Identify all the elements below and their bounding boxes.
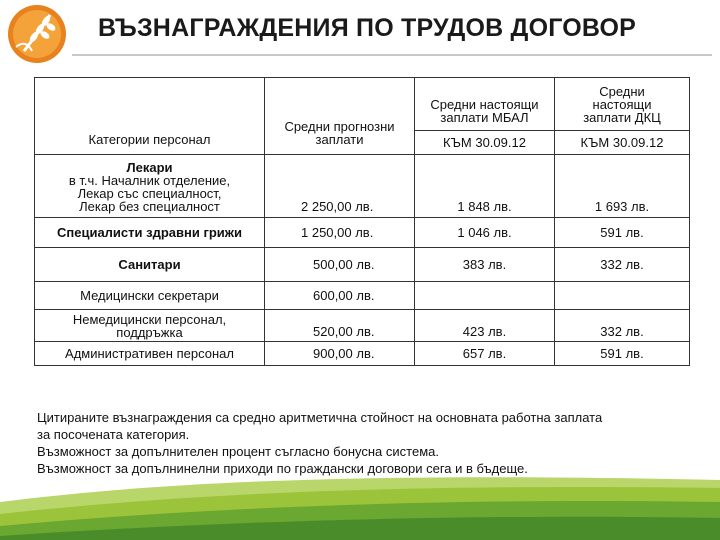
table-row bbox=[35, 248, 690, 282]
table-row bbox=[35, 155, 690, 218]
header-mbal: Средни настоящи заплати МБАЛ bbox=[415, 78, 555, 131]
table-row bbox=[35, 342, 690, 366]
header-mbal-date: КЪМ 30.09.12 bbox=[415, 131, 555, 155]
row-forecast: 1 250,00 лв. bbox=[265, 218, 415, 248]
row-dkc: 591 лв. bbox=[555, 342, 690, 366]
row-dkc bbox=[555, 282, 690, 310]
row-mbal: 1 046 лв. bbox=[415, 218, 555, 248]
page-title: ВЪЗНАГРАЖДЕНИЯ ПО ТРУДОВ ДОГОВОР bbox=[98, 14, 637, 42]
table-row bbox=[35, 282, 690, 310]
table-row bbox=[35, 310, 690, 342]
header-dkc: Средни настоящи заплати ДКЦ bbox=[555, 78, 690, 131]
title-divider bbox=[72, 54, 712, 56]
row-mbal bbox=[415, 282, 555, 310]
row-forecast: 600,00 лв. bbox=[265, 282, 415, 310]
row-category: Административен персонал bbox=[35, 342, 265, 366]
row-category: Специалисти здравни грижи bbox=[35, 218, 265, 248]
wheat-logo-icon bbox=[6, 3, 68, 65]
table-header-row bbox=[35, 78, 690, 131]
table-row bbox=[35, 218, 690, 248]
note-line: Цитираните възнаграждения са средно аритметична стойност на основната работна заплата bbox=[37, 410, 603, 425]
row-category: Немедицински персонал, поддръжка bbox=[35, 310, 265, 342]
row-forecast: 2 250,00 лв. bbox=[265, 155, 415, 218]
salary-table bbox=[34, 77, 690, 366]
row-category: Санитари bbox=[35, 248, 265, 282]
row-forecast: 900,00 лв. bbox=[265, 342, 415, 366]
header-forecast: Средни прогнозни заплати bbox=[265, 78, 415, 155]
row-category: Медицински секретари bbox=[35, 282, 265, 310]
note-line: за посочената категория. bbox=[37, 427, 190, 442]
row-mbal: 1 848 лв. bbox=[415, 155, 555, 218]
note-line: Възможност за допълнителен процент съгласно бонусна система. bbox=[37, 444, 439, 459]
row-forecast: 520,00 лв. bbox=[265, 310, 415, 342]
row-mbal: 657 лв. bbox=[415, 342, 555, 366]
row-dkc: 332 лв. bbox=[555, 248, 690, 282]
bottom-wave-decoration bbox=[0, 462, 720, 540]
row-dkc: 332 лв. bbox=[555, 310, 690, 342]
row-dkc: 591 лв. bbox=[555, 218, 690, 248]
row-dkc: 1 693 лв. bbox=[555, 155, 690, 218]
row-forecast: 500,00 лв. bbox=[265, 248, 415, 282]
header-category: Категории персонал bbox=[35, 78, 265, 155]
header-dkc-date: КЪМ 30.09.12 bbox=[555, 131, 690, 155]
row-mbal: 423 лв. bbox=[415, 310, 555, 342]
row-mbal: 383 лв. bbox=[415, 248, 555, 282]
note-line: Възможност за допълнинелни приходи по граждански договори сега и в бъдеще. bbox=[37, 461, 528, 476]
row-category: Лекари в т.ч. Началник отделение, Лекар със специалност, Лекар без специалност bbox=[35, 155, 265, 218]
